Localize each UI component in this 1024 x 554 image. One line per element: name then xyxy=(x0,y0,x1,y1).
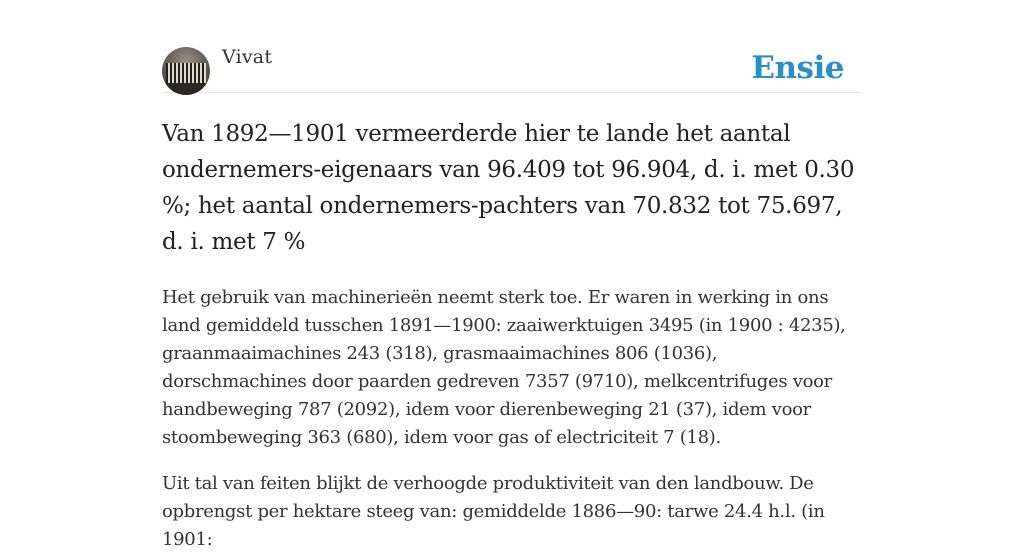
article-header xyxy=(162,0,862,93)
article-page xyxy=(162,0,862,554)
author-avatar[interactable] xyxy=(162,47,210,95)
avatar-shelf-image xyxy=(162,83,210,95)
ensie-logo[interactable]: Ensie xyxy=(751,50,844,86)
article-paragraph-1: Het gebruik van machinerieën neemt sterk toe. Er waren in werking in ons land gemiddeld tusschen 1891—1900: zaaiwerktuigen 3495 (in 1900 : 4235), graanmaaimachines 243 (318), grasmaaimachines 806 (1036), dorschmachines door paarden gedreven 7357 (9710), melkcentrifuges voor handbeweging 787 (2092), idem voor dierenbeweging 21 (37), idem voor stoombeweging 363 (680), idem voor gas of electriciteit 7 (18). xyxy=(162,287,846,448)
article-paragraph-2: Uit tal van feiten blijkt de verhoogde produktiviteit van den landbouw. De opbrengst per hektare steeg van: gemiddelde 1886—90: tarwe 24.4 h.l. (in 1901: xyxy=(162,473,825,550)
avatar-books-image xyxy=(166,63,206,83)
article-title: Van 1892—1901 vermeerderde hier te lande het aantal ondernemers-eigenaars van 96.409 tot 96.904, d. i. met 0.30 %; het aantal ondernemers-pachters van 70.832 tot 75.697, d. i. met 7 % xyxy=(162,121,855,255)
author-name[interactable]: Vivat xyxy=(222,46,273,68)
